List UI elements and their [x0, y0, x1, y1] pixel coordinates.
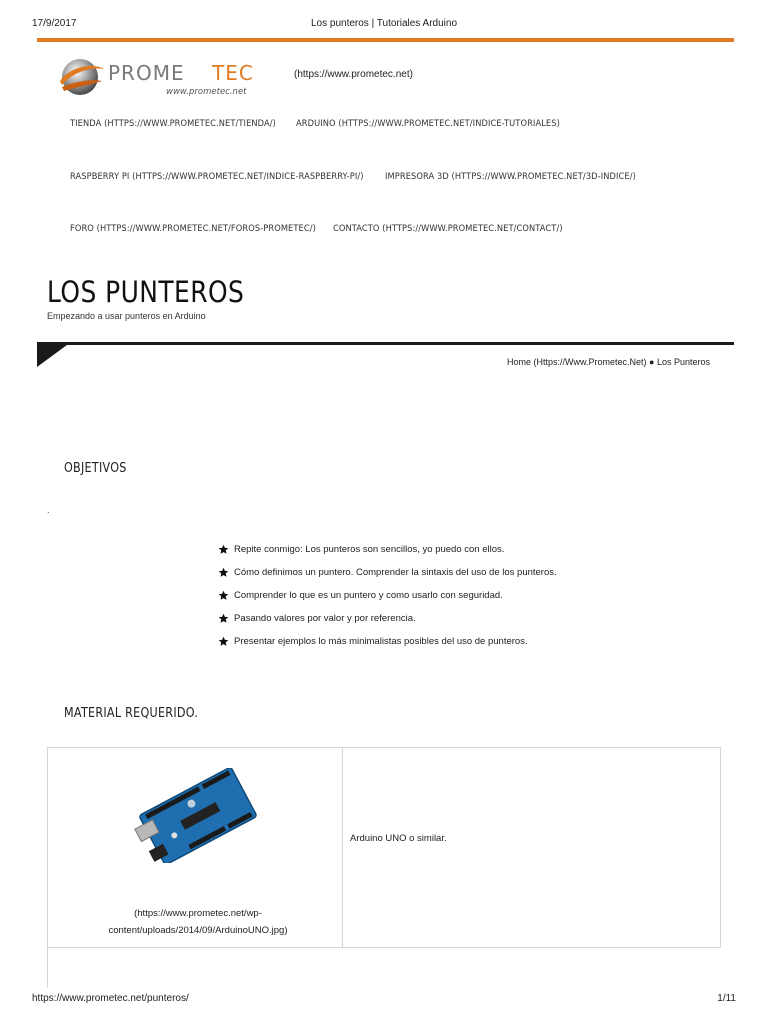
star-icon: [218, 613, 229, 624]
material-table: [47, 747, 721, 948]
list-item-text: Repite conmigo: Los punteros son sencillos, yo puedo con ellos.: [234, 543, 505, 555]
list-item: [218, 561, 557, 584]
objetivos-heading: OBJETIVOS: [64, 461, 127, 476]
nav-link-raspberry[interactable]: RASPBERRY PI (HTTPS://WWW.PROMETEC.NET/INDICE-RASPBERRY-PI/): [70, 172, 364, 182]
nav-link-tienda[interactable]: TIENDA (HTTPS://WWW.PROMETEC.NET/TIENDA/): [70, 119, 276, 129]
list-item-text: Presentar ejemplos lo más minimalistas posibles del uso de punteros.: [234, 635, 528, 647]
breadcrumb[interactable]: Home (Https://Www.Prometec.Net) ● Los Punteros: [507, 357, 710, 367]
table-cell-divider: [342, 748, 343, 947]
list-item-text: Comprender lo que es un puntero y como usarlo con seguridad.: [234, 589, 503, 601]
logo-tagline: www.prometec.net: [166, 87, 247, 97]
star-icon: [218, 636, 229, 647]
page-subtitle: Empezando a usar punteros en Arduino: [47, 311, 206, 321]
material-description: Arduino UNO o similar.: [350, 833, 447, 844]
nav-link-arduino[interactable]: ARDUINO (HTTPS://WWW.PROMETEC.NET/INDICE-TUTORIALES): [296, 119, 560, 129]
list-item: [218, 607, 557, 630]
image-caption-link[interactable]: [68, 905, 328, 939]
prometec-logo[interactable]: [58, 55, 288, 101]
nav-link-impresora[interactable]: IMPRESORA 3D (HTTPS://WWW.PROMETEC.NET/3D-INDICE/): [385, 172, 636, 182]
header-orange-rule: [37, 38, 734, 42]
print-page-number: 1/11: [717, 993, 736, 1004]
nav-link-foro[interactable]: FORO (HTTPS://WWW.PROMETEC.NET/FOROS-PROMETEC/): [70, 224, 316, 234]
image-caption-line[interactable]: content/uploads/2014/09/ArduinoUNO.jpg): [108, 925, 288, 936]
logo-wordmark-tec: TEC: [212, 61, 254, 85]
print-date: 17/9/2017: [32, 18, 77, 29]
list-item: [218, 584, 557, 607]
arduino-uno-image[interactable]: [128, 768, 268, 863]
logo-wordmark-prome: PROME: [108, 61, 185, 85]
list-item: [218, 538, 557, 561]
star-icon: [218, 567, 229, 578]
nav-link-contacto[interactable]: CONTACTO (HTTPS://WWW.PROMETEC.NET/CONTACT/): [333, 224, 563, 234]
print-url: https://www.prometec.net/punteros/: [32, 993, 189, 1004]
objetivos-list: [218, 538, 557, 653]
list-item-text: Pasando valores por valor y por referencia.: [234, 612, 416, 624]
logo-url-link[interactable]: (https://www.prometec.net): [294, 69, 413, 80]
title-rule: [37, 342, 734, 345]
list-item: [218, 630, 557, 653]
page-title: LOS PUNTEROS: [47, 275, 245, 309]
table-next-row-border: [47, 948, 48, 988]
stray-dot: .: [47, 505, 50, 515]
title-corner-triangle: [37, 342, 71, 367]
list-item-text: Cómo definimos un puntero. Comprender la sintaxis del uso de los punteros.: [234, 566, 557, 578]
star-icon: [218, 590, 229, 601]
star-icon: [218, 544, 229, 555]
print-title: Los punteros | Tutoriales Arduino: [310, 18, 458, 29]
image-caption-line[interactable]: (https://www.prometec.net/wp-: [134, 908, 262, 919]
material-heading: MATERIAL REQUERIDO.: [64, 706, 199, 721]
